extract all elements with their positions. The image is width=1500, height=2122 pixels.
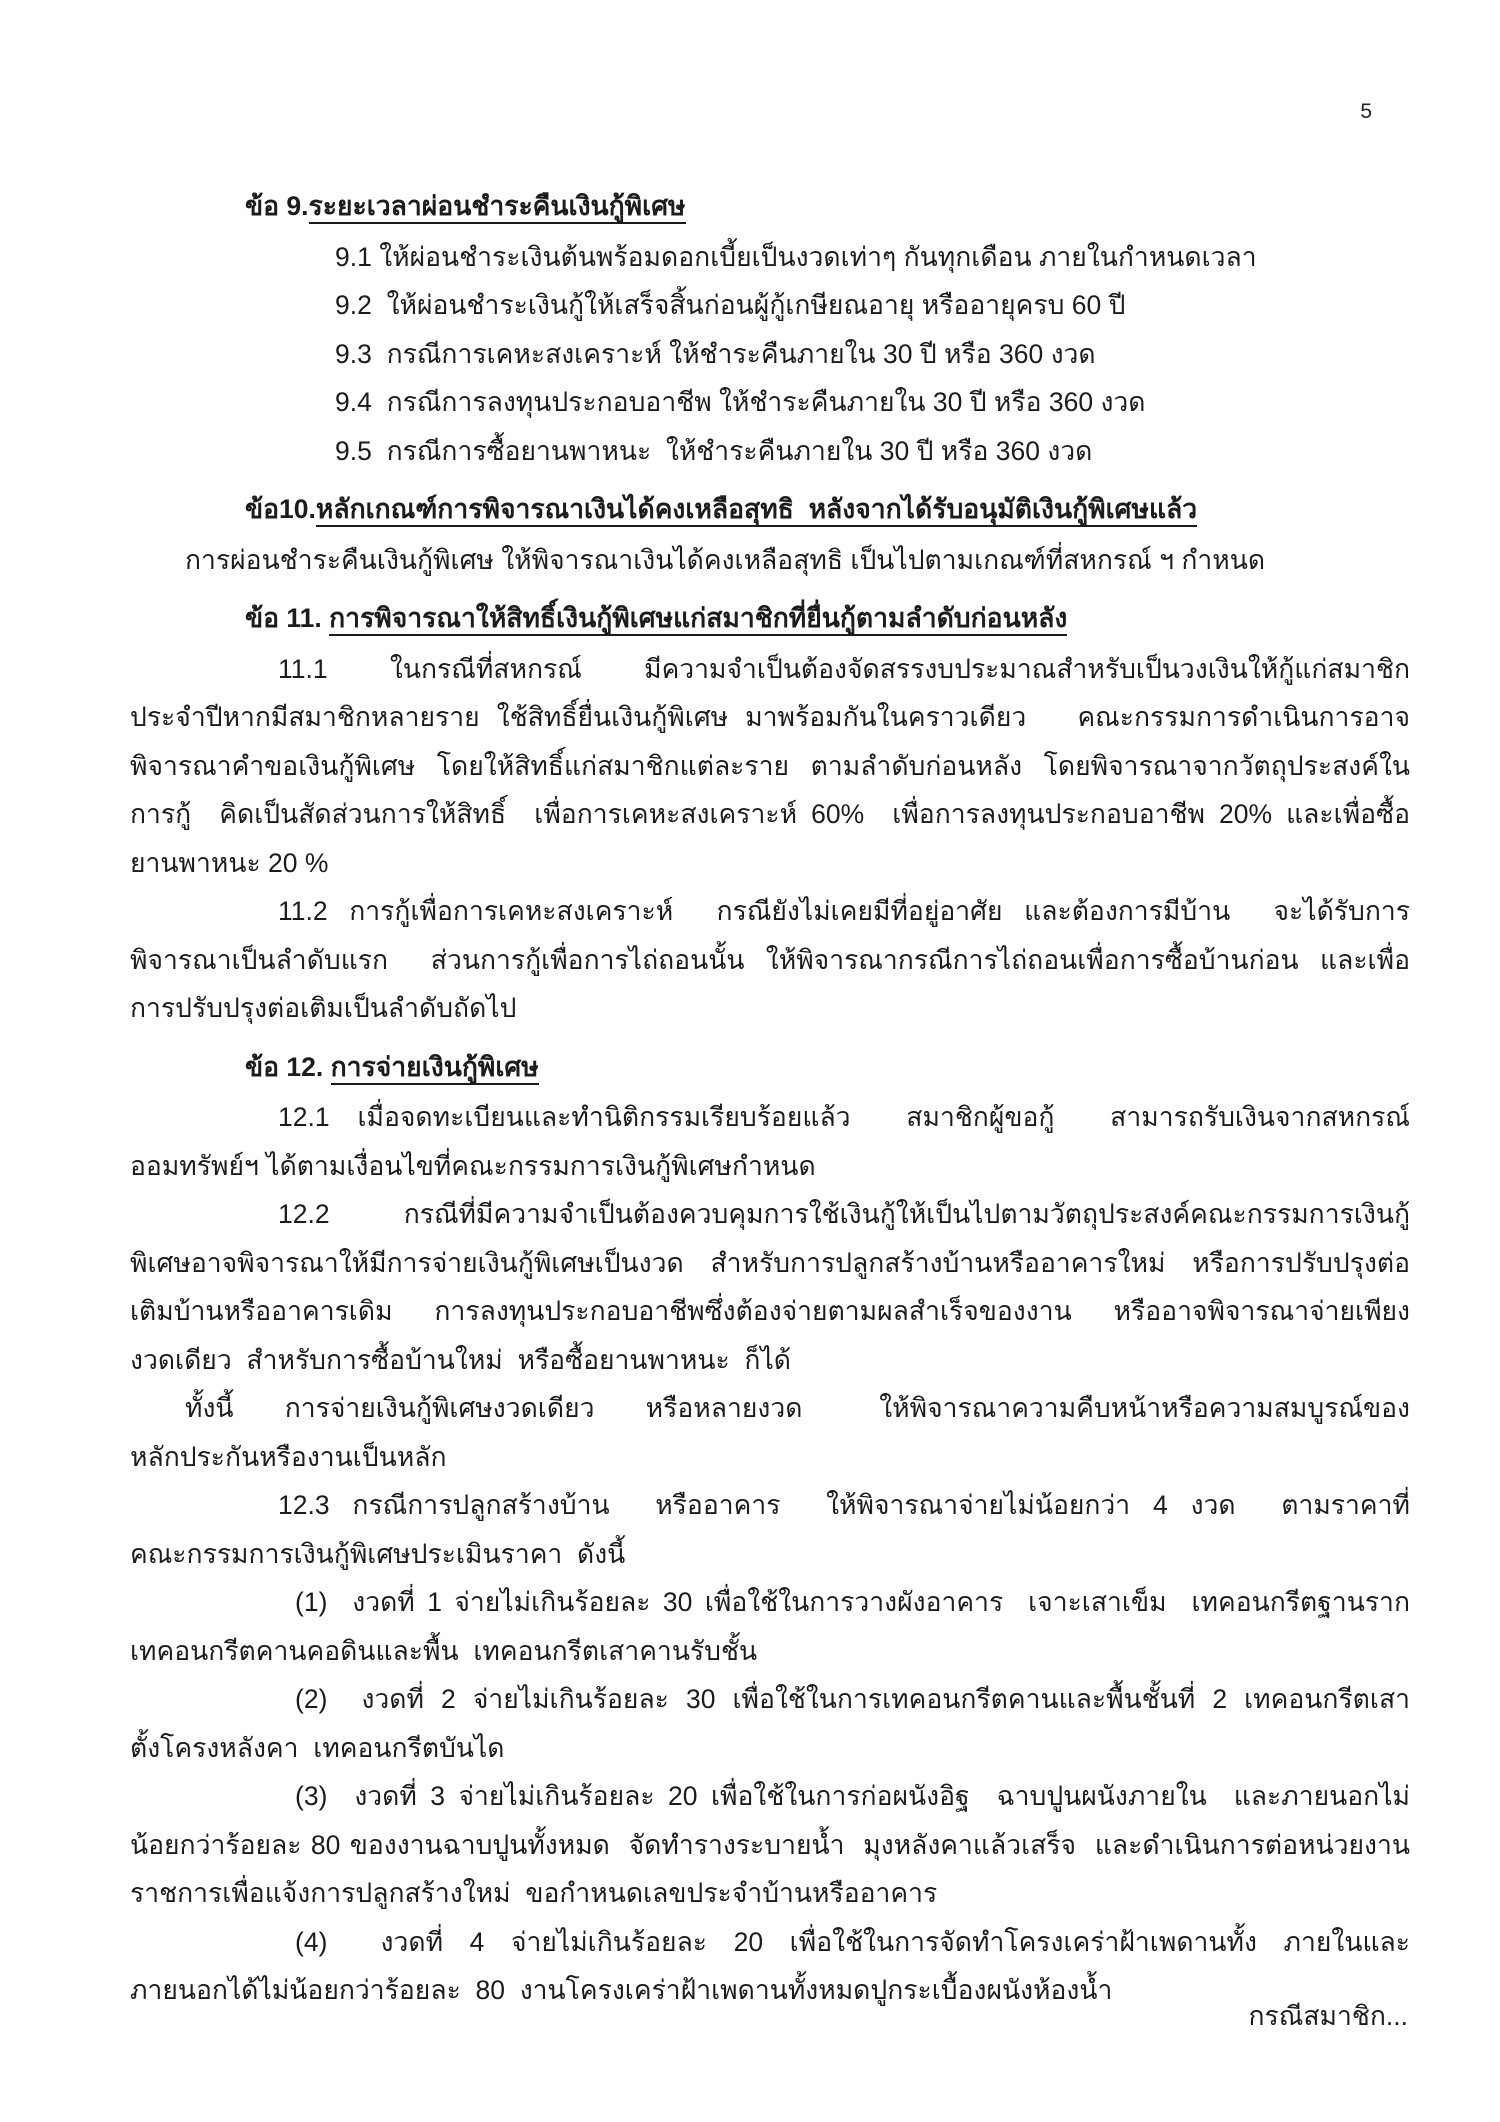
text-line: พิเศษอาจพิจารณาให้มีการจ่ายเงินกู้พิเศษเป็นงวด สำหรับการปลูกสร้างบ้านหรืออาคารใหม่ หรือการปรับปรุงต่อ [130, 1247, 1410, 1278]
text-line: หลักประกันหรืองานเป็นหลัก [130, 1441, 447, 1472]
text-line: 9.1 ให้ผ่อนชำระเงินต้นพร้อมดอกเบี้ยเป็นงวดเท่าๆ กันทุกเดือน ภายในกำหนดเวลา [335, 241, 1257, 272]
text-line: การปรับปรุงต่อเติมเป็นลำดับถัดไป [130, 993, 517, 1023]
text-line: (2) งวดที่ 2 จ่ายไม่เกินร้อยละ 30 เพื่อใช้ในการเทคอนกรีตคานและพื้นชั้นที่ 2 เทคอนกรีตเสา [295, 1684, 1410, 1714]
text-line: พิจารณาเป็นลำดับแรก ส่วนการกู้เพื่อการไถ่ถอนนั้น ให้พิจารณากรณีการไถ่ถอนเพื่อการซื้อบ้านก่อน และเพื่อ [130, 944, 1410, 975]
text-line: 12.3 กรณีการปลูกสร้างบ้าน หรืออาคาร ให้พิจารณาจ่ายไม่น้อยกว่า 4 งวด ตามราคาที่ [278, 1490, 1410, 1520]
heading-title: ระยะเวลาผ่อนชำระคืนเงินกู้พิเศษ [309, 191, 686, 224]
heading-title: หลักเกณฑ์การพิจารณาเงินได้คงเหลือสุทธิ หลังจากได้รับอนุมัติเงินกู้พิเศษแล้ว [316, 494, 1197, 527]
document-body [130, 172, 1410, 2015]
text-line: (1) งวดที่ 1 จ่ายไม่เกินร้อยละ 30 เพื่อใช้ในการวางผังอาคาร เจาะเสาเข็ม เทคอนกรีตฐานราก [295, 1587, 1410, 1617]
text-line: ราชการเพื่อแจ้งการปลูกสร้างใหม่ ขอกำหนดเลขประจำบ้านหรืออาคาร [130, 1878, 938, 1908]
section-heading [130, 594, 1410, 643]
text-line: 12.2 กรณีที่มีความจำเป็นต้องควบคุมการใช้เงินกู้ให้เป็นไปตามวัตถุประสงค์คณะกรรมการเงินกู้ [278, 1199, 1410, 1229]
heading-prefix: ข้อ10. [245, 494, 316, 524]
section-heading [130, 1043, 1410, 1092]
text-line: ออมทรัพย์ฯ ได้ตามเงื่อนไขที่คณะกรรมการเงินกู้พิเศษกำหนด [130, 1150, 816, 1181]
text-line: การผ่อนชำระคืนเงินกู้พิเศษ ให้พิจารณาเงินได้คงเหลือสุทธิ เป็นไปตามเกณฑ์ที่สหกรณ์ ฯ กำหนด [185, 544, 1266, 575]
text-line: ประจำปีหากมีสมาชิกหลายราย ใช้สิทธิ์ยื่นเงินกู้พิเศษ มาพร้อมกันในคราวเดียว คณะกรรมการดำเนินการอาจ [130, 702, 1410, 732]
heading-prefix: ข้อ 12. [245, 1051, 331, 1082]
heading-title: การพิจารณาให้สิทธิ์เงินกู้พิเศษแก่สมาชิกที่ยื่นกู้ตามลำดับก่อนหลัง [329, 603, 1067, 636]
text-line: งวดเดียว สำหรับการซื้อบ้านใหม่ หรือซื้อยานพาหนะ ก็ได้ [130, 1344, 791, 1375]
text-line: ทั้งนี้ การจ่ายเงินกู้พิเศษงวดเดียว หรือหลายงวด ให้พิจารณาความคืบหน้าหรือความสมบูรณ์ของ [185, 1393, 1410, 1423]
text-line: (3) งวดที่ 3 จ่ายไม่เกินร้อยละ 20 เพื่อใช้ในการก่อผนังอิฐ ฉาบปูนผนังภายใน และภายนอกไม่ [295, 1781, 1410, 1811]
text-line: พิจารณาคำขอเงินกู้พิเศษ โดยให้สิทธิ์แก่สมาชิกแต่ละราย ตามลำดับก่อนหลัง โดยพิจารณาจากวัตถุประสงค์ใน [130, 750, 1410, 781]
heading-title: การจ่ายเงินกู้พิเศษ [331, 1052, 539, 1085]
section-heading [130, 182, 1410, 231]
text-line: 9.5 กรณีการซื้อยานพาหนะ ให้ชำระคืนภายใน 30 ปี หรือ 360 งวด [335, 435, 1093, 466]
text-line: 9.3 กรณีการเคหะสงเคราะห์ ให้ชำระคืนภายใน 30 ปี หรือ 360 งวด [335, 338, 1096, 369]
text-line: เติมบ้านหรืออาคารเดิม การลงทุนประกอบอาชีพซึ่งต้องจ่ายตามผลสำเร็จของงาน หรืออาจพิจารณาจ่ายเพียง [130, 1296, 1410, 1326]
text-line: 9.2 ให้ผ่อนชำระเงินกู้ให้เสร็จสิ้นก่อนผู้กู้เกษียณอายุ หรืออายุครบ 60 ปี [335, 290, 1126, 320]
continuation-marker: กรณีสมาชิก... [1248, 2001, 1408, 2031]
text-line: 9.4 กรณีการลงทุนประกอบอาชีพ ให้ชำระคืนภายใน 30 ปี หรือ 360 งวด [335, 387, 1146, 417]
text-line: (4) งวดที่ 4 จ่ายไม่เกินร้อยละ 20 เพื่อใช้ในการจัดทำโครงเคร่าฝ้าเพดานทั้ง ภายในและ [295, 1926, 1410, 1957]
text-line: ตั้งโครงหลังคา เทคอนกรีตบันได [130, 1732, 505, 1763]
text-line: 11.2 การกู้เพื่อการเคหะสงเคราะห์ กรณียังไม่เคยมีที่อยู่อาศัย และต้องการมีบ้าน จะได้รับการ [278, 896, 1410, 926]
text-line: น้อยกว่าร้อยละ 80 ของงานฉาบปูนทั้งหมด จัดทำรางระบายน้ำ มุงหลังคาแล้วเสร็จ และดำเนินการต่อหน่วยงาน [130, 1829, 1410, 1860]
text-line: คณะกรรมการเงินกู้พิเศษประเมินราคา ดังนี้ [130, 1538, 626, 1569]
text-line: 12.1 เมื่อจดทะเบียนและทำนิติกรรมเรียบร้อยแล้ว สมาชิกผู้ขอกู้ สามารถรับเงินจากสหกรณ์ [278, 1102, 1410, 1132]
heading-prefix: ข้อ 9. [245, 191, 309, 221]
text-line: เทคอนกรีตคานคอดินและพื้น เทคอนกรีตเสาคานรับชั้น [130, 1635, 758, 1666]
text-line: ภายนอกได้ไม่น้อยกว่าร้อยละ 80 งานโครงเคร่าฝ้าเพดานทั้งหมดปูกระเบื้องผนังห้องน้ำ [130, 1975, 1113, 2005]
text-line: ยานพาหนะ 20 % [130, 847, 329, 878]
text-line: 11.1 ในกรณีที่สหกรณ์ มีความจำเป็นต้องจัดสรรงบประมาณสำหรับเป็นวงเงินให้กู้แก่สมาชิก [278, 653, 1410, 684]
section-heading [130, 485, 1410, 534]
heading-prefix: ข้อ 11. [245, 603, 330, 633]
text-line: การกู้ คิดเป็นสัดส่วนการให้สิทธิ์ เพื่อการเคหะสงเคราะห์ 60% เพื่อการลงทุนประกอบอาชีพ 20% และเพื่อซื้อ [130, 799, 1410, 829]
page-number: 5 [1360, 100, 1372, 123]
